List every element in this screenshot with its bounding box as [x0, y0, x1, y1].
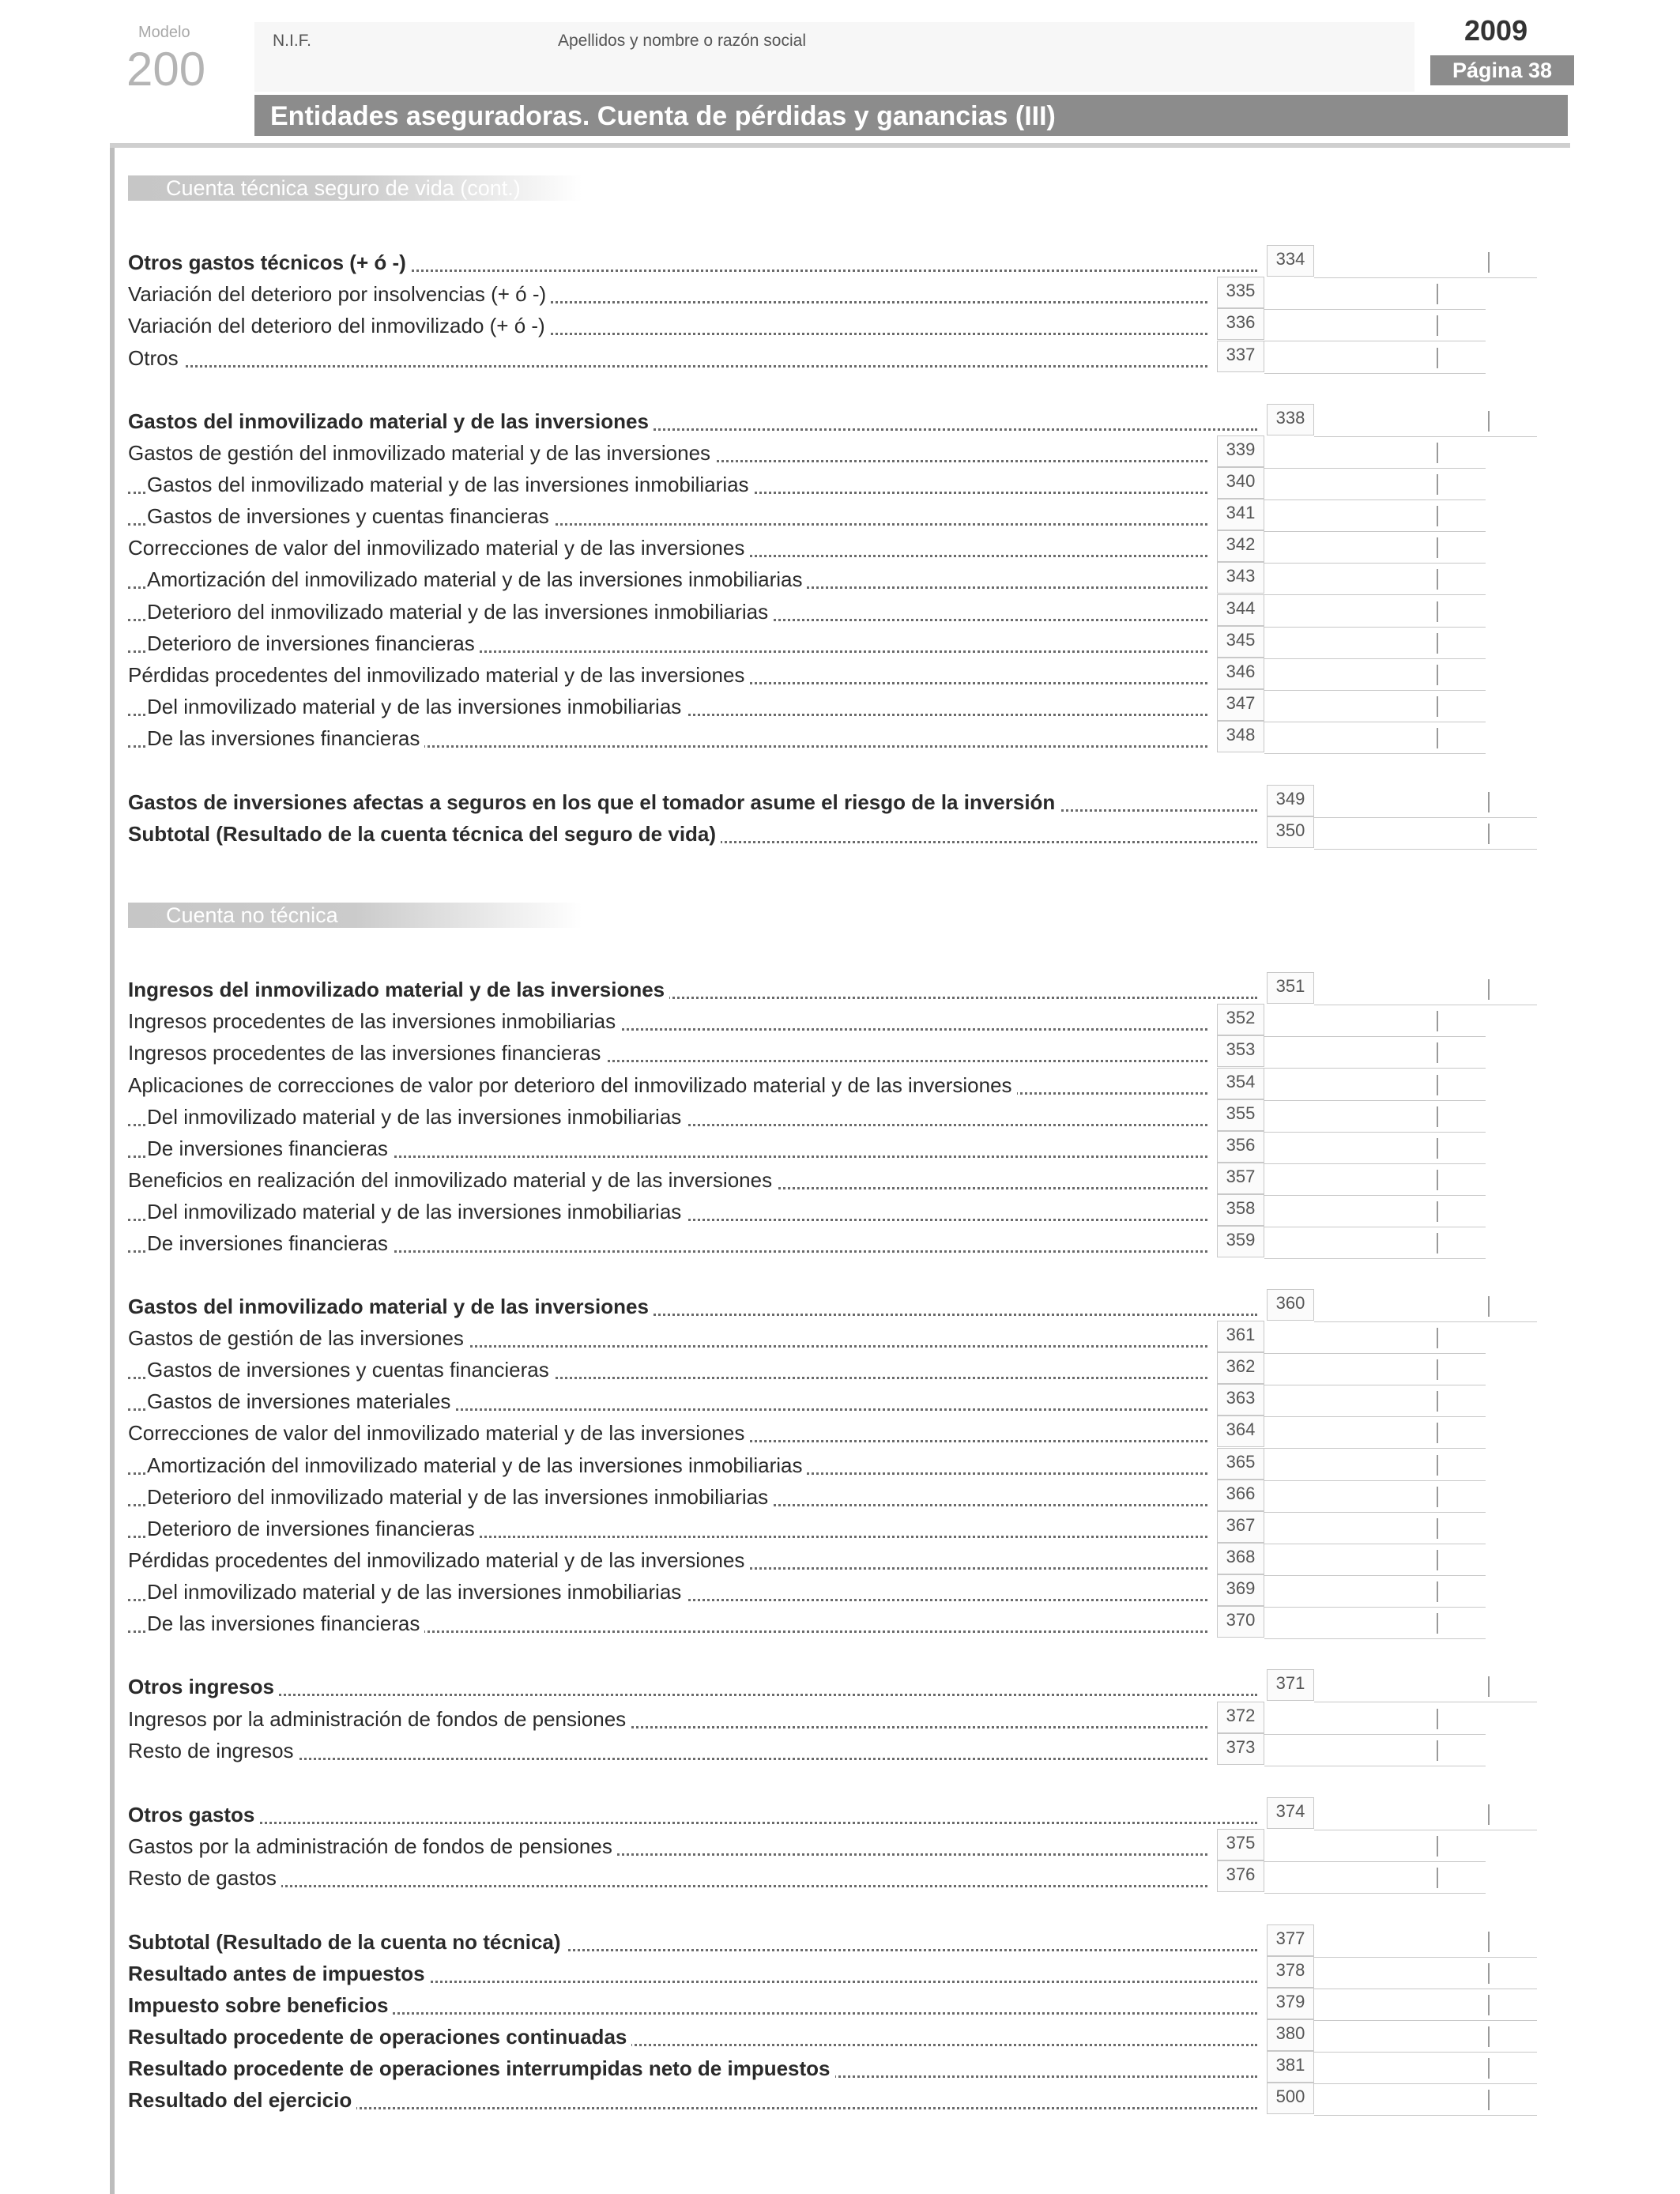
box-code: 337: [1217, 341, 1264, 372]
form-row: [128, 1926, 1566, 1958]
form-row: [128, 1037, 1566, 1069]
amount-field[interactable]: [1264, 311, 1486, 341]
form-row: [128, 1989, 1566, 2021]
amount-field[interactable]: [1264, 1483, 1486, 1513]
box-code: 357: [1217, 1163, 1264, 1194]
year: 2009: [1464, 14, 1528, 47]
box-code: 335: [1217, 277, 1264, 308]
amount-field[interactable]: [1314, 2086, 1537, 2116]
row-label: Resto de gastos: [128, 1866, 281, 1891]
amount-field[interactable]: [1264, 1705, 1486, 1735]
amount-field[interactable]: [1264, 724, 1486, 754]
amount-field[interactable]: [1314, 2054, 1537, 2084]
box-code: 366: [1217, 1480, 1264, 1511]
form-row: [128, 1830, 1566, 1862]
amount-field[interactable]: [1314, 1672, 1537, 1702]
row-label: Impuesto sobre beneficios: [128, 1993, 393, 2018]
box-code: 349: [1267, 785, 1314, 816]
form-row: [128, 2084, 1566, 2116]
row-label: De inversiones financieras: [147, 1137, 393, 1161]
row-label: Del inmovilizado material y de las inversiones inmobiliarias: [147, 1200, 686, 1224]
row-label: Correcciones de valor del inmovilizado material y de las inversiones: [128, 1421, 749, 1446]
box-code: 339: [1217, 435, 1264, 467]
form-row: [128, 1544, 1566, 1576]
box-code: 351: [1267, 972, 1314, 1004]
box-code: 345: [1217, 626, 1264, 658]
row-label: De las inversiones financieras: [147, 1612, 424, 1636]
nif-label: N.I.F.: [273, 32, 312, 50]
form-row: [128, 469, 1566, 500]
row-label: Variación del deterioro por insolvencias (+ ó -): [128, 282, 551, 307]
amount-field[interactable]: [1264, 1355, 1486, 1385]
form-row: [128, 500, 1566, 532]
box-code: 373: [1217, 1733, 1264, 1765]
box-code: 368: [1217, 1543, 1264, 1574]
row-label: Del inmovilizado material y de las inversiones inmobiliarias: [147, 1580, 686, 1604]
form-row: [128, 1703, 1566, 1735]
box-code: 342: [1217, 530, 1264, 562]
form-row: [128, 1133, 1566, 1164]
form-row: [128, 659, 1566, 691]
row-label: Ingresos por la administración de fondos de pensiones: [128, 1707, 631, 1732]
form-row: [128, 1735, 1566, 1766]
row-label: Gastos de gestión de las inversiones: [128, 1326, 469, 1351]
form-row: [128, 1958, 1566, 1989]
amount-field[interactable]: [1264, 1166, 1486, 1196]
box-code: 341: [1217, 499, 1264, 530]
row-label: Del inmovilizado material y de las inversiones inmobiliarias: [147, 1105, 686, 1129]
amount-field[interactable]: [1264, 1134, 1486, 1164]
box-code: 334: [1267, 245, 1314, 277]
form-row: [128, 310, 1566, 341]
row-label: Gastos del inmovilizado material y de las inversiones: [128, 409, 654, 434]
box-code: 375: [1217, 1829, 1264, 1860]
box-code: 381: [1267, 2051, 1314, 2083]
box-code: 352: [1217, 1004, 1264, 1035]
form-row: [128, 1417, 1566, 1449]
row-label: Gastos del inmovilizado material y de las inversiones: [128, 1295, 654, 1319]
row-label: Ingresos del inmovilizado material y de las inversiones: [128, 978, 669, 1002]
row-label: Deterioro del inmovilizado material y de las inversiones inmobiliarias: [147, 600, 773, 624]
page-badge: Página 38: [1430, 55, 1574, 85]
amount-field[interactable]: [1314, 248, 1537, 278]
form-row: [128, 1291, 1566, 1322]
box-code: 360: [1267, 1289, 1314, 1321]
form-row: [128, 278, 1566, 310]
form-row: [128, 1449, 1566, 1481]
amount-field[interactable]: [1264, 344, 1486, 374]
form-row: [128, 2053, 1566, 2084]
amount-field[interactable]: [1314, 820, 1537, 850]
box-code: 343: [1217, 562, 1264, 594]
box-code: 354: [1217, 1068, 1264, 1099]
header-field-box: [254, 22, 1414, 92]
amount-field[interactable]: [1264, 470, 1486, 500]
amount-field[interactable]: [1264, 565, 1486, 595]
amount-field[interactable]: [1314, 1991, 1537, 2021]
amount-field[interactable]: [1264, 1419, 1486, 1449]
row-label: Gastos de inversiones y cuentas financieras: [147, 1358, 554, 1382]
amount-field[interactable]: [1264, 1451, 1486, 1481]
row-label: Gastos de inversiones y cuentas financieras: [147, 504, 554, 529]
form-row: [128, 1069, 1566, 1101]
dot-leader: [128, 365, 1207, 368]
row-label: Resultado procedente de operaciones continuadas: [128, 2025, 631, 2049]
dot-leader: [128, 1822, 1257, 1824]
form-row: [128, 1196, 1566, 1227]
row-label: Beneficios en realización del inmovilizado material y de las inversiones: [128, 1168, 777, 1193]
amount-field[interactable]: [1264, 1609, 1486, 1639]
form-row: [128, 1005, 1566, 1037]
amount-field[interactable]: [1314, 1800, 1537, 1830]
amount-field[interactable]: [1264, 1514, 1486, 1544]
form-row: [128, 691, 1566, 722]
row-label: Resultado procedente de operaciones interrumpidas neto de impuestos: [128, 2056, 835, 2081]
form-row: [128, 1576, 1566, 1608]
form-row: [128, 564, 1566, 595]
row-label: Gastos del inmovilizado material y de las inversiones inmobiliarias: [147, 473, 754, 497]
form-row: [128, 628, 1566, 659]
frame-left-rule: [110, 143, 115, 2194]
form-row: [128, 532, 1566, 564]
amount-field[interactable]: [1314, 1959, 1537, 1989]
box-code: 358: [1217, 1194, 1264, 1226]
row-label: Subtotal (Resultado de la cuenta no técnica): [128, 1930, 566, 1955]
row-label: Resultado antes de impuestos: [128, 1962, 430, 1986]
amount-field[interactable]: [1264, 1864, 1486, 1894]
dot-leader: [128, 1694, 1257, 1696]
form-row: [128, 818, 1566, 850]
amount-field[interactable]: [1264, 1229, 1486, 1259]
box-code: 353: [1217, 1035, 1264, 1067]
form-row: [128, 1862, 1566, 1894]
amount-field[interactable]: [1264, 1007, 1486, 1037]
form-row: [128, 1227, 1566, 1259]
row-label: Pérdidas procedentes del inmovilizado material y de las inversiones: [128, 1548, 749, 1573]
row-label: Otros: [128, 346, 183, 371]
box-code: 362: [1217, 1352, 1264, 1384]
box-code: 350: [1267, 816, 1314, 848]
amount-field[interactable]: [1264, 1071, 1486, 1101]
amount-field[interactable]: [1264, 1387, 1486, 1417]
row-label: Pérdidas procedentes del inmovilizado material y de las inversiones: [128, 663, 749, 688]
row-label: Gastos de gestión del inmovilizado material y de las inversiones: [128, 441, 715, 466]
row-label: Del inmovilizado material y de las inversiones inmobiliarias: [147, 695, 686, 719]
box-code: 338: [1267, 404, 1314, 435]
amount-field[interactable]: [1264, 1578, 1486, 1608]
form-row: [128, 1164, 1566, 1196]
amount-field[interactable]: [1264, 1832, 1486, 1862]
amount-field[interactable]: [1264, 533, 1486, 564]
amount-field[interactable]: [1314, 788, 1537, 818]
section-title: Cuenta técnica seguro de vida (cont.): [128, 175, 582, 201]
amount-field[interactable]: [1314, 1928, 1537, 1958]
dot-leader: [128, 1885, 1207, 1887]
form-row: [128, 596, 1566, 628]
box-code: 355: [1217, 1099, 1264, 1131]
amount-field[interactable]: [1314, 1292, 1537, 1322]
form-row: [128, 1481, 1566, 1513]
row-label: Ingresos procedentes de las inversiones financieras: [128, 1041, 605, 1065]
form-row: [128, 1101, 1566, 1133]
form-row: [128, 1513, 1566, 1544]
amount-field[interactable]: [1264, 598, 1486, 628]
box-code: 356: [1217, 1131, 1264, 1163]
box-code: 363: [1217, 1384, 1264, 1416]
box-code: 348: [1217, 721, 1264, 752]
row-label: De las inversiones financieras: [147, 726, 424, 751]
amount-field[interactable]: [1264, 1546, 1486, 1576]
box-code: 371: [1267, 1669, 1314, 1701]
box-code: 367: [1217, 1511, 1264, 1543]
box-code: 370: [1217, 1606, 1264, 1638]
amount-field[interactable]: [1314, 407, 1537, 437]
section-title: Cuenta no técnica: [128, 903, 582, 928]
box-code: 359: [1217, 1226, 1264, 1257]
form-row: [128, 247, 1566, 278]
box-code: 340: [1217, 467, 1264, 499]
box-code: 500: [1267, 2083, 1314, 2114]
form-row: [128, 1385, 1566, 1417]
form-row: [128, 1322, 1566, 1354]
form-row: [128, 1608, 1566, 1639]
box-code: 369: [1217, 1574, 1264, 1606]
row-label: Resto de ingresos: [128, 1739, 299, 1763]
row-label: Aplicaciones de correcciones de valor por deterioro del inmovilizado material y de las inversiones: [128, 1073, 1017, 1098]
row-label: Subtotal (Resultado de la cuenta técnica del seguro de vida): [128, 822, 721, 846]
row-label: Deterioro de inversiones financieras: [147, 1517, 480, 1541]
frame-top-rule: [110, 143, 1570, 148]
row-label: Deterioro del inmovilizado material y de las inversiones inmobiliarias: [147, 1485, 773, 1510]
box-code: 376: [1217, 1860, 1264, 1892]
box-code: 378: [1267, 1956, 1314, 1988]
box-code: 377: [1267, 1924, 1314, 1956]
row-label: Gastos de inversiones afectas a seguros en los que el tomador asume el riesgo de la inversión: [128, 790, 1060, 815]
form-row: [128, 974, 1566, 1005]
row-label: Otros gastos: [128, 1803, 259, 1827]
box-code: 361: [1217, 1321, 1264, 1352]
form-row: [128, 1799, 1566, 1830]
row-label: Correcciones de valor del inmovilizado material y de las inversiones: [128, 536, 749, 560]
amount-field[interactable]: [1264, 629, 1486, 659]
row-label: Gastos por la administración de fondos de pensiones: [128, 1834, 617, 1859]
amount-field[interactable]: [1264, 502, 1486, 532]
box-code: 380: [1267, 2019, 1314, 2051]
row-label: Variación del deterioro del inmovilizado (+ ó -): [128, 314, 550, 338]
form-row: [128, 405, 1566, 437]
box-code: 372: [1217, 1702, 1264, 1733]
amount-field[interactable]: [1264, 661, 1486, 691]
form-row: [128, 437, 1566, 469]
box-code: 344: [1217, 594, 1264, 626]
amount-field[interactable]: [1264, 692, 1486, 722]
box-code: 374: [1267, 1797, 1314, 1829]
amount-field[interactable]: [1314, 975, 1537, 1005]
box-code: 365: [1217, 1448, 1264, 1480]
form-row: [128, 722, 1566, 754]
row-label: Otros ingresos: [128, 1675, 279, 1699]
amount-field[interactable]: [1314, 2022, 1537, 2053]
form-row: [128, 1671, 1566, 1702]
amount-field[interactable]: [1264, 1324, 1486, 1354]
row-label: Resultado del ejercicio: [128, 2088, 356, 2113]
row-label: Amortización del inmovilizado material y de las inversiones inmobiliarias: [147, 1453, 807, 1478]
box-code: 336: [1217, 308, 1264, 340]
page-title: Entidades aseguradoras. Cuenta de pérdidas y ganancias (III): [254, 95, 1568, 136]
box-code: 347: [1217, 689, 1264, 721]
form-row: [128, 1354, 1566, 1385]
apellidos-label: Apellidos y nombre o razón social: [558, 32, 806, 50]
row-label: Otros gastos técnicos (+ ó -): [128, 251, 411, 275]
amount-field[interactable]: [1264, 1197, 1486, 1227]
row-label: Gastos de inversiones materiales: [147, 1389, 455, 1414]
box-code: 346: [1217, 658, 1264, 689]
amount-field[interactable]: [1264, 1039, 1486, 1069]
box-code: 379: [1267, 1988, 1314, 2019]
amount-field[interactable]: [1264, 439, 1486, 469]
row-label: Ingresos procedentes de las inversiones inmobiliarias: [128, 1009, 620, 1034]
row-label: De inversiones financieras: [147, 1231, 393, 1256]
row-label: Amortización del inmovilizado material y de las inversiones inmobiliarias: [147, 567, 807, 592]
row-label: Deterioro de inversiones financieras: [147, 631, 480, 656]
form-row: [128, 786, 1566, 818]
form-row: [128, 342, 1566, 374]
form-row: [128, 2021, 1566, 2053]
modelo-number: 200: [126, 43, 206, 96]
amount-field[interactable]: [1264, 1736, 1486, 1766]
amount-field[interactable]: [1264, 280, 1486, 310]
box-code: 364: [1217, 1416, 1264, 1447]
modelo-label: Modelo: [138, 24, 190, 41]
amount-field[interactable]: [1264, 1103, 1486, 1133]
